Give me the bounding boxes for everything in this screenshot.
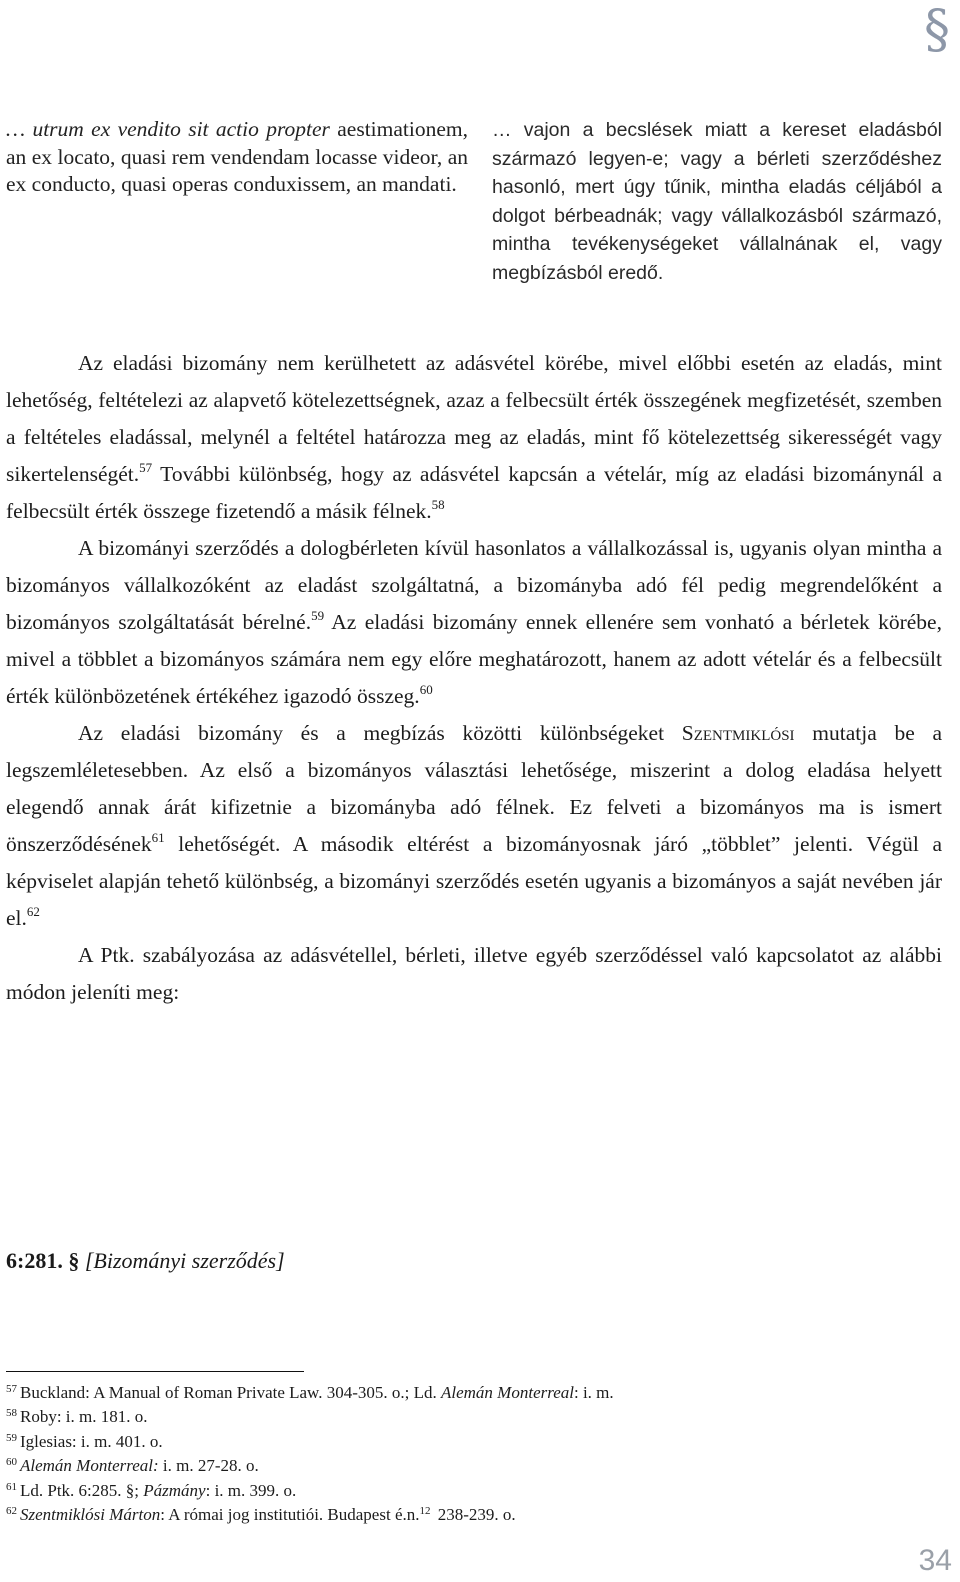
footnote-separator [6, 1371, 304, 1372]
latin-quote-lead: … utrum ex vendito sit actio propter [6, 117, 330, 141]
article-section-sign: § [68, 1248, 80, 1273]
footnote-59 [6, 1430, 926, 1454]
paragraph-1-text-a: Az eladási bizomány nem kerülhetett az adásvétel körébe, mivel előbbi esetén az eladás, mint lehetőség, feltételezi az alapvető kötelezettségnek, azaz a felbecsült érték összegének megfizetését, szemben a feltételes eladással, melynél a feltétel határozza meg az eladás, mint fő kötelezettség sikerességét vagy sikertelenségét. [6, 351, 942, 486]
article-title: [Bizományi szerződés] [84, 1248, 285, 1273]
paragraph-3-text-a: Az eladási bizomány és a megbízás közötti különbségeket [78, 721, 682, 745]
latin-quote-rest: aestimationem, an ex locato, quasi rem vendendam locasse videor, an ex conducto, quasi operas conduxissem, an mandati. [6, 117, 469, 196]
main-body [6, 345, 942, 1011]
footnote-number: 62 [6, 1505, 17, 1518]
footnote-ref-59[interactable]: 59 [311, 608, 325, 623]
footnote-text: Ld. Ptk. 6:285. §; [20, 1480, 144, 1500]
footnote-ref-61[interactable]: 61 [151, 830, 165, 845]
paragraph-3-text-c: lehetőségét. A második eltérést a bizományosnak járó „többlet” jelenti. Végül a képviselet alapján tehető különbség, a bizományi szerződés esetén ugyanis a bizományos a saját nevében jár el. [6, 832, 942, 930]
footnotes [6, 1381, 926, 1527]
footnote-text: Iglesias: i. m. 401. o. [20, 1431, 163, 1451]
paragraph-4: A Ptk. szabályozása az adásvétellel, bérleti, illetve egyéb szerződéssel való kapcsolatot az alábbi módon jeleníti meg: [6, 943, 942, 1004]
footnote-ref-60[interactable]: 60 [419, 682, 433, 697]
quote-columns [6, 116, 942, 287]
footnote-58 [6, 1405, 926, 1429]
footnote-text-end: 238-239. o. [433, 1505, 516, 1525]
footnote-italic-author: Szentmiklósi Márton [20, 1505, 161, 1525]
paragraph-2-text-a: A bizományi szerződés a dologbérleten kívül hasonlatos a vállalkozással is, ugyanis olyan mintha a bizományos vállalkozóként az eladást szolgáltatná, a bizományba adó fél pedig megrendelőként a bizományos szolgáltatását bérelné. [6, 536, 942, 634]
footnote-text: Roby: i. m. 181. o. [20, 1407, 148, 1427]
paragraph-3 [6, 715, 942, 937]
paragraph-1 [6, 345, 942, 530]
footnote-number: 61 [6, 1480, 17, 1493]
latin-quote [6, 116, 468, 287]
footnote-edition-superscript: 12 [419, 1505, 431, 1518]
footnote-60 [6, 1454, 926, 1478]
footnote-number: 60 [6, 1456, 17, 1469]
footnote-text-tail: : i. m. 399. o. [205, 1480, 297, 1500]
footnote-italic-author: Pázmány [143, 1480, 206, 1500]
article-heading [6, 1248, 285, 1274]
section-sign-logo: § [924, 0, 950, 60]
footnote-text-tail: : A római jog institutiói. Budapest é.n. [160, 1505, 420, 1525]
footnote-italic-author: Alemán Monterreal: [20, 1456, 159, 1476]
footnote-ref-57[interactable]: 57 [139, 460, 153, 475]
footnote-italic-author: Alemán Monterreal [441, 1383, 574, 1402]
footnote-text-tail: i. m. 27-28. o. [158, 1456, 259, 1476]
paragraph-3-text-b: mutatja be a legszemléletesebben. Az első a bizományos választási lehetősége, miszerint a dolog eladása helyett elegendő annak árát kifizetnie a bizományba adó félnek. Ez felveti a bizományos ma is ismert önszerződésének [6, 721, 942, 856]
footnote-62 [6, 1503, 926, 1527]
page-number: 34 [918, 1544, 952, 1577]
footnote-ref-62[interactable]: 62 [26, 904, 40, 919]
hungarian-translation: … vajon a becslések miatt a kereset eladásból származó legyen-e; vagy a bérleti szerződéshez hasonló, mert úgy tűnik, mintha eladás céljából a dolgot bérbeadnák; vagy vállalkozásból származó, mintha tevékenységeket vállalnának el, vagy megbízásból eredő. [492, 119, 942, 284]
footnote-61 [6, 1479, 926, 1503]
paragraph-2-text-b: Az eladási bizomány ennek ellenére sem vonható a bérletek körébe, mivel a többlet a bizományos számára nem egy előre meghatározott, hanem az adott vételár és a felbecsült érték különbözetének értékéhez igazodó összeg. [6, 610, 942, 708]
footnote-text-tail: : i. m. [573, 1383, 614, 1402]
footnote-number: 57 [6, 1383, 17, 1395]
footnote-text: Buckland: A Manual of Roman Private Law. 304-305. o.; Ld. [20, 1383, 441, 1402]
paragraph-1-text-b: További különbség, hogy az adásvétel kapcsán a vételár, míg az eladási bizománynál a felbecsült érték összege fizetendő a másik félnek. [6, 462, 942, 523]
footnote-ref-58[interactable]: 58 [431, 497, 445, 512]
article-number: 6:281. [6, 1248, 63, 1273]
author-name-small-caps: Szentmiklósi [681, 721, 795, 745]
footnote-number: 58 [6, 1407, 17, 1420]
paragraph-2 [6, 530, 942, 715]
footnote-57 [6, 1381, 926, 1405]
footnote-number: 59 [6, 1431, 17, 1444]
